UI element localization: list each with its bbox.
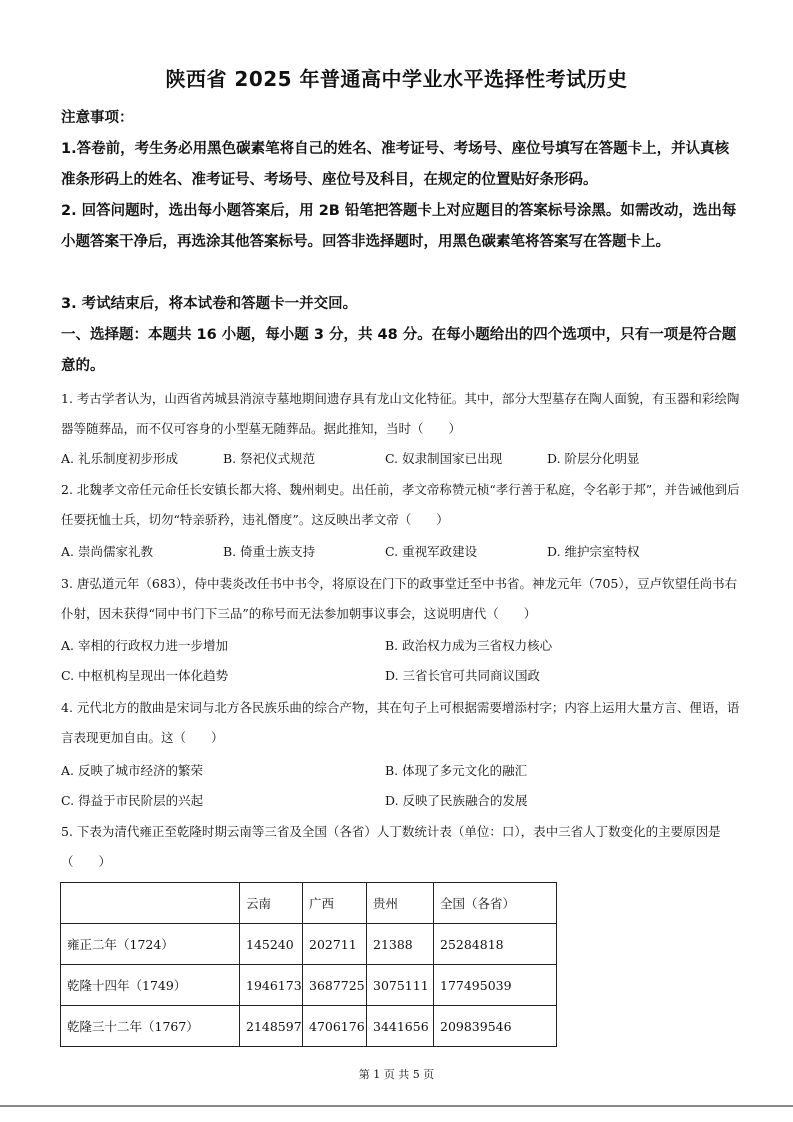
question-1-option-b: B. 祭祀仪式规范	[223, 451, 316, 466]
table-header-cell	[61, 883, 240, 924]
question-3-option-a: A. 宰相的行政权力进一步增加	[61, 638, 228, 653]
question-1-option-c: C. 奴隶制国家已出现	[385, 451, 503, 466]
census-table	[60, 882, 557, 1047]
table-cell: 1946173	[240, 965, 303, 1006]
table-cell: 25284818	[434, 924, 557, 965]
question-5-stem: 5. 下表为清代雍正至乾隆时期云南等三省及全国（各省）人丁数统计表（单位：口），表中三省人丁数变化的主要原因是（ ）	[61, 824, 721, 869]
question-2-option-d: D. 维护宗室特权	[547, 544, 640, 559]
notice-heading: 注意事项：	[61, 110, 134, 126]
question-4-option-b: B. 体现了多元文化的融汇	[385, 763, 528, 778]
notice-item-2: 2. 回答问题时，选出每小题答案后，用 2B 铅笔把答题卡上对应题目的答案标号涂黑。如需改动，选出每小题答案干净后，再选涂其他答案标号。回答非选择题时，用黑色碳素笔将答案写在答题卡上。	[61, 203, 737, 250]
table-row	[61, 965, 557, 1006]
question-4-options-row-1	[61, 756, 761, 786]
bottom-divider	[0, 1105, 793, 1107]
table-cell: 雍正二年（1724）	[61, 924, 240, 965]
table-cell: 4706176	[303, 1006, 367, 1047]
page-footer: 第 1 页 共 5 页	[358, 1068, 435, 1081]
table-header-cell: 云南	[240, 883, 303, 924]
page-title: 陕西省 2025 年普通高中学业水平选择性考试历史	[165, 67, 628, 91]
table-cell: 乾隆十四年（1749）	[61, 965, 240, 1006]
question-2-stem: 2. 北魏孝文帝任元命任长安镇长都大将、魏州刺史。出任前，孝文帝称赞元桢“孝行善于私庭，令名彰于邦”，并告诫他到后任要抚恤士兵，切勿“特亲骄矜，违礼僭度”。这反映出孝文帝（ ）	[61, 482, 740, 527]
question-1-option-d: D. 阶层分化明显	[547, 451, 640, 466]
question-4-stem: 4. 元代北方的散曲是宋词与北方各民族乐曲的综合产物，其在句子上可根据需要增添村字；内容上运用大量方言、俚语，语言表现更加自由。这（ ）	[61, 700, 740, 745]
question-3-options-row-2	[61, 661, 761, 691]
table-header-cell: 贵州	[367, 883, 434, 924]
question-3-option-c: C. 中枢机构呈现出一体化趋势	[61, 668, 229, 683]
table-cell: 21388	[367, 924, 434, 965]
question-3-options-row-1	[61, 631, 761, 661]
question-2-option-a: A. 崇尚儒家礼教	[61, 544, 153, 559]
table-header-cell: 全国（各省）	[434, 883, 557, 924]
question-1-stem: 1. 考古学者认为，山西省芮城县消涼寺墓地期间遗存具有龙山文化特征。其中，部分大型墓存在陶人面貌，有玉器和彩绘陶器等随葬品，而不仅可容身的小型墓无随葬品。据此推知，当时（ ）	[61, 391, 740, 436]
question-3-option-b: B. 政治权力成为三省权力核心	[385, 638, 553, 653]
question-4-option-c: C. 得益于市民阶层的兴起	[61, 793, 204, 808]
table-row	[61, 924, 557, 965]
table-cell: 3075111	[367, 965, 434, 1006]
table-cell: 乾隆三十二年（1767）	[61, 1006, 240, 1047]
table-header-cell: 广西	[303, 883, 367, 924]
question-3-stem: 3. 唐弘道元年（683），侍中裴炎改任书中书令，将原设在门下的政事堂迁至中书省。神龙元年（705），豆卢钦望任尚书右仆射，因未获得“同中书门下三品”的称号而无法参加朝事议事会，这说明唐代（ ）	[61, 576, 738, 621]
question-4-options-row-2	[61, 786, 761, 816]
question-2-option-b: B. 倚重士族支持	[223, 544, 316, 559]
table-header-row	[61, 883, 557, 924]
question-1-option-a: A. 礼乐制度初步形成	[61, 451, 178, 466]
question-4-option-a: A. 反映了城市经济的繁荣	[61, 763, 203, 778]
question-2-option-c: C. 重视军政建设	[385, 544, 478, 559]
table-cell: 3441656	[367, 1006, 434, 1047]
notice-item-1: 1.答卷前，考生务必用黑色碳素笔将自己的姓名、准考证号、考场号、座位号填写在答题卡上，并认真核准条形码上的姓名、准考证号、考场号、座位号及科目，在规定的位置贴好条形码。	[61, 141, 730, 188]
question-4-option-d: D. 反映了民族融合的发展	[385, 793, 528, 808]
notice-item-3: 3. 考试结束后，将本试卷和答题卡一并交回。	[61, 296, 358, 312]
table-cell: 145240	[240, 924, 303, 965]
section-1-heading: 一、选择题：本题共 16 小题，每小题 3 分，共 48 分。在每小题给出的四个选项中，只有一项是符合题意的。	[61, 327, 737, 374]
table-cell: 202711	[303, 924, 367, 965]
question-2-options	[61, 537, 761, 567]
table-cell: 2148597	[240, 1006, 303, 1047]
table-cell: 177495039	[434, 965, 557, 1006]
question-1-options	[61, 444, 761, 474]
table-cell: 209839546	[434, 1006, 557, 1047]
table-row	[61, 1006, 557, 1047]
question-3-option-d: D. 三省长官可共同商议国政	[385, 668, 541, 683]
table-cell: 3687725	[303, 965, 367, 1006]
